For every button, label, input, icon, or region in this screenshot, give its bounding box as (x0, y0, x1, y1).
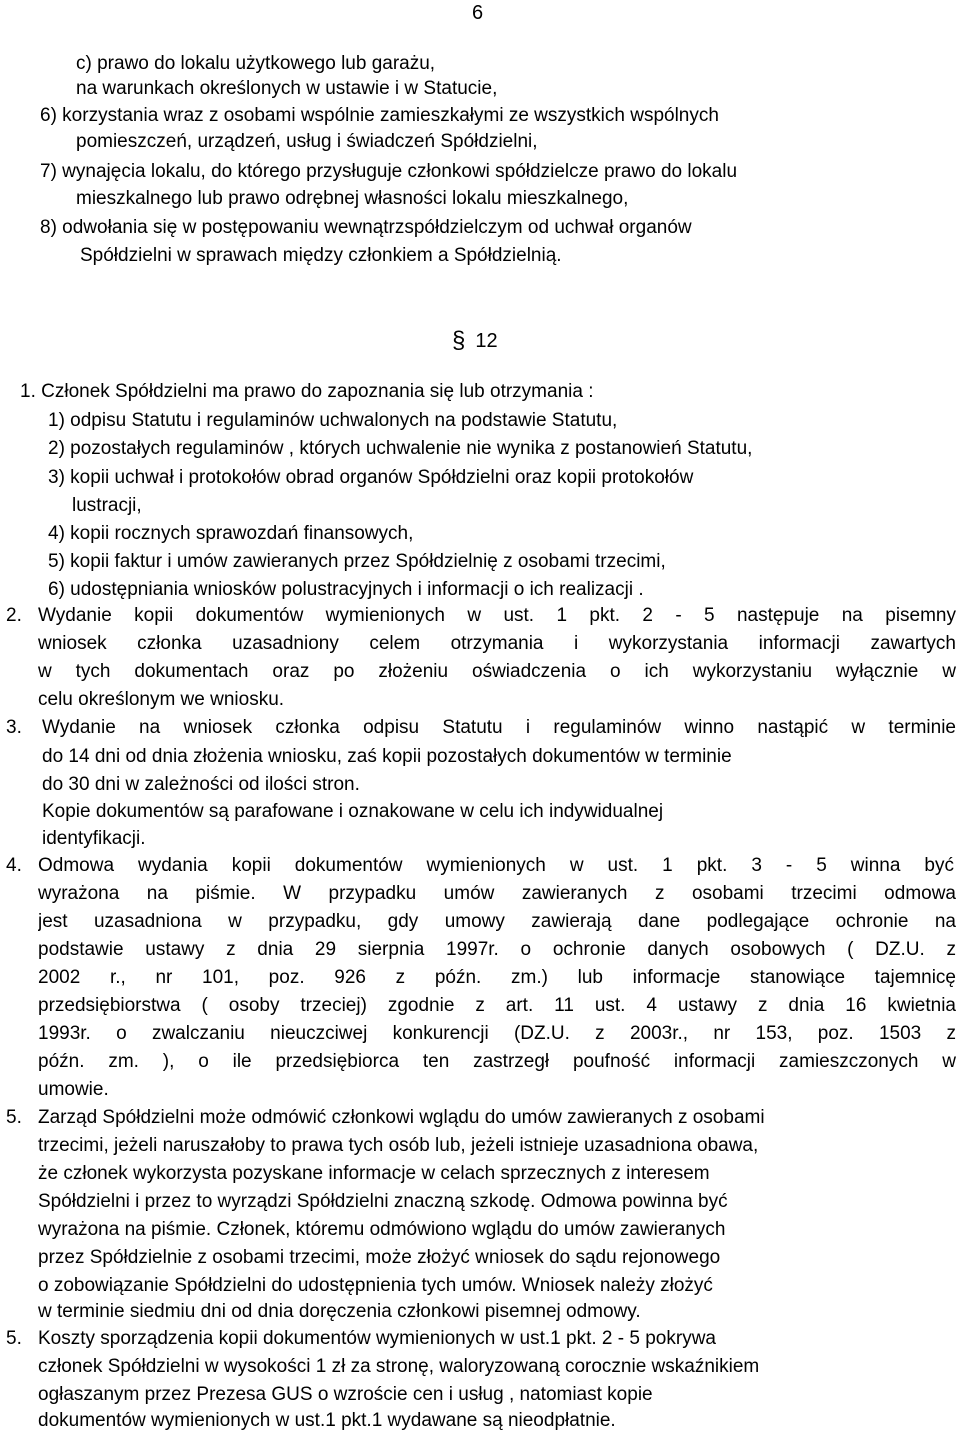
paragraph-4-line: Odmowa wydania kopii dokumentów wymienionych w ust. 1 pkt. 3 - 5 winna być (38, 855, 954, 876)
paragraph-3-line: do 14 dni od dnia złożenia wniosku, zaś kopii pozostałych dokumentów w terminie (42, 746, 732, 767)
paragraph-5b-line: członek Spółdzielni w wysokości 1 zł za stronę, waloryzowaną corocznie wskaźnikiem (38, 1356, 760, 1377)
paragraph-5a-line: o zobowiązanie Spółdzielni do udostępnienia tych umów. Wniosek należy złożyć (38, 1275, 713, 1296)
paragraph-3-line: Kopie dokumentów są parafowane i oznakowane w celu ich indywidualnej (42, 801, 664, 822)
paragraph-4-line: późn. zm. ), o ile przedsiębiorca ten zastrzegł poufność informacji zamieszczonych w (38, 1051, 956, 1072)
paragraph-4-line: jest uzasadniona w przypadku, gdy umowy zawierają dane podlegające ochronie na (38, 911, 956, 932)
top-list-line: mieszkalnego lub prawo odrębnej własności lokalu mieszkalnego, (76, 188, 629, 209)
top-list-line: 6) korzystania wraz z osobami wspólnie zamieszkałymi ze wszystkich wspólnych (40, 105, 719, 126)
paragraph-3-number: 3. (6, 717, 22, 738)
paragraph-2-line: wniosek członka uzasadniony celem otrzymania i wykorzystania informacji zawartych (38, 633, 956, 654)
paragraph-3-line: do 30 dni w zależności od ilości stron. (42, 774, 360, 795)
paragraph-4-line: umowie. (38, 1079, 109, 1100)
paragraph-5a-line: Spółdzielni i przez to wyrządzi Spółdzielni znaczną szkodę. Odmowa powinna być (38, 1191, 728, 1212)
paragraph-4-line: wyrażona na piśmie. W przypadku umów zawieranych z osobami trzecimi odmowa (38, 883, 956, 904)
section-heading (452, 328, 498, 353)
page-number: 6 (472, 2, 484, 24)
paragraph-1-item: 1) odpisu Statutu i regulaminów uchwalonych na podstawie Statutu, (48, 410, 618, 431)
top-list-line: Spółdzielni w sprawach między członkiem a Spółdzielnią. (80, 245, 562, 266)
paragraph-1-item: 2) pozostałych regulaminów , których uchwalenie nie wynika z postanowień Statutu, (48, 438, 753, 459)
paragraph-5b-line: Koszty sporządzenia kopii dokumentów wymienionych w ust.1 pkt. 2 - 5 pokrywa (38, 1328, 716, 1349)
paragraph-1-item: 3) kopii uchwał i protokołów obrad organów Spółdzielni oraz kopii protokołów (48, 467, 694, 488)
paragraph-5a-line: trzecimi, jeżeli naruszałoby to prawa tych osób lub, jeżeli istnieje uzasadniona obawa, (38, 1135, 759, 1156)
paragraph-3-line: identyfikacji. (42, 828, 146, 849)
paragraph-2-line: Wydanie kopii dokumentów wymienionych w ust. 1 pkt. 2 - 5 następuje na pisemny (38, 605, 956, 626)
paragraph-1-item: 5) kopii faktur i umów zawieranych przez Spółdzielnię z osobami trzecimi, (48, 551, 666, 572)
paragraph-5a-line: w terminie siedmiu dni od dnia doręczenia członkowi pisemnej odmowy. (38, 1301, 641, 1322)
paragraph-5a-line: wyrażona na piśmie. Członek, któremu odmówiono wglądu do umów zawieranych (38, 1219, 726, 1240)
paragraph-2-line: celu określonym we wniosku. (38, 689, 285, 710)
paragraph-4-line: 2002 r., nr 101, poz. 926 z późn. zm.) lub informacje stanowiące tajemnicę (38, 967, 956, 988)
top-list-line: c) prawo do lokalu użytkowego lub garażu, (76, 53, 436, 74)
top-list-line: na warunkach określonych w ustawie i w Statucie, (76, 78, 498, 99)
paragraph-1-item: lustracji, (72, 495, 142, 516)
paragraph-5b-number: 5. (6, 1328, 22, 1349)
top-list-line: 7) wynajęcia lokalu, do którego przysługuje członkowi spółdzielcze prawo do lokalu (40, 161, 738, 182)
paragraph-1-item: 4) kopii rocznych sprawozdań finansowych, (48, 523, 414, 544)
paragraph-1-intro: 1. Członek Spółdzielni ma prawo do zapoznania się lub otrzymania : (20, 381, 594, 402)
paragraph-4-line: podstawie ustawy z dnia 29 sierpnia 1997r. o ochronie danych osobowych ( DZ.U. z (38, 939, 956, 960)
paragraph-4-line: 1993r. o zwalczaniu nieuczciwej konkurencji (DZ.U. z 2003r., nr 153, poz. 1503 z (38, 1023, 956, 1044)
paragraph-5b-line: ogłaszanym przez Prezesa GUS o wzroście cen i usług , natomiast kopie (38, 1384, 653, 1405)
paragraph-5a-line: że członek wykorzysta pozyskane informacje w celach sprzecznych z interesem (38, 1163, 710, 1184)
paragraph-4-number: 4. (6, 855, 22, 876)
paragraph-2-number: 2. (6, 605, 22, 626)
paragraph-5a-line: przez Spółdzielnie z osobami trzecimi, może złożyć wniosek do sądu rejonowego (38, 1247, 721, 1268)
paragraph-2-line: w tych dokumentach oraz po złożeniu oświadczenia o ich wykorzystaniu wyłącznie w (38, 661, 956, 682)
top-list-line: 8) odwołania się w postępowaniu wewnątrzspółdzielczym od uchwał organów (40, 217, 692, 238)
paragraph-1-item: 6) udostępniania wniosków polustracyjnych i informacji o ich realizacji . (48, 579, 644, 600)
paragraph-3-line: Wydanie na wniosek członka odpisu Statutu i regulaminów winno nastąpić w terminie (42, 717, 956, 738)
top-list-line: pomieszczeń, urządzeń, usług i świadczeń Spółdzielni, (76, 131, 538, 152)
section-number: 12 (475, 330, 498, 352)
paragraph-5a-number: 5. (6, 1107, 22, 1128)
paragraph-4-line: przedsiębiorstwa ( osoby trzeciej) zgodnie z art. 11 ust. 4 ustawy z dnia 16 kwietnia (38, 995, 956, 1016)
section-mark: § (452, 327, 466, 354)
paragraph-5b-line: dokumentów wymienionych w ust.1 pkt.1 wydawane są nieodpłatnie. (38, 1410, 616, 1431)
paragraph-5a-line: Zarząd Spółdzielni może odmówić członkowi wglądu do umów zawieranych z osobami (38, 1107, 765, 1128)
